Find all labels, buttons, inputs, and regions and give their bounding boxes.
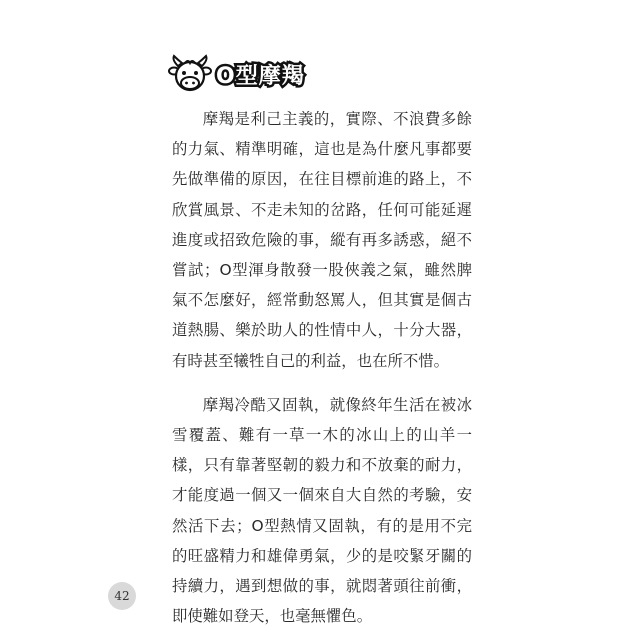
cow-face-icon xyxy=(168,54,212,94)
title-badge xyxy=(216,59,305,90)
paragraph: 摩羯冷酷又固執，就像終年生活在被冰雪覆蓋、難有一草一木的冰山上的山羊一樣，只有靠著堅韌的毅力和不放棄的耐力，才能度過一個又一個來自大自然的考驗，安然活下去；O型熱情又固執，有的是用不完的旺盛精力和雄偉勇氣，少的是咬緊牙關的持續力，遇到想做的事，就悶著頭往前衝，即使難如登天，也毫無懼色。 xyxy=(172,395,472,626)
section-header xyxy=(168,54,305,94)
page-number: 42 xyxy=(108,582,136,610)
section-title: O型摩羯 xyxy=(216,63,305,89)
paragraph: 摩羯是利己主義的，實際、不浪費多餘的力氣、精準明確，這也是為什麼凡事都要先做準備的原因，在往目標前進的路上，不欣賞風景、不走未知的岔路，任何可能延遲進度或招致危險的事，縱有再多誘惑，絕不嘗試；O型渾身散發一股俠義之氣，雖然脾氣不怎麼好，經常動怒罵人，但其實是個古道熱腸、樂於助人的性情中人，十分大器，有時甚至犧牲自己的利益，也在所不惜。 xyxy=(172,110,472,370)
body-text xyxy=(172,104,472,631)
